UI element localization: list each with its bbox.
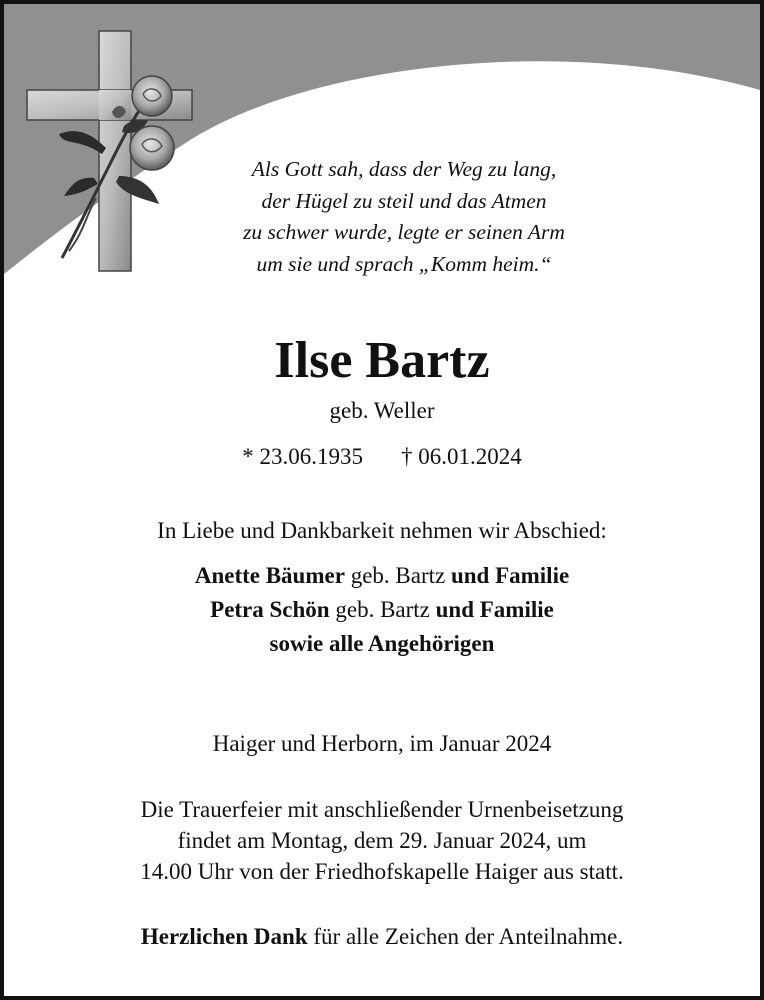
mourner-note: geb. Bartz	[335, 597, 430, 622]
thanks-bold: Herzlichen Dank	[140, 924, 308, 949]
thanks-line	[4, 922, 760, 952]
cross-with-roses-illustration	[24, 26, 204, 286]
farewell-intro: In Liebe und Dankbarkeit nehmen wir Abschied:	[157, 518, 607, 543]
service-line: 14.00 Uhr von der Friedhofskapelle Haiger aus statt.	[140, 859, 624, 884]
verse-line: zu schwer wurde, legte er seinen Arm	[243, 220, 565, 244]
mourner-line	[4, 593, 760, 627]
verse-line: um sie und sprach „Komm heim.“	[256, 251, 552, 276]
mourner-line	[4, 627, 760, 661]
maiden-name: geb. Weller	[329, 398, 435, 423]
service-line: findet am Montag, dem 29. Januar 2024, um	[177, 828, 587, 853]
mourner-name: sowie alle Angehörigen	[269, 631, 495, 656]
mourner-name: Anette Bäumer	[194, 563, 345, 588]
memorial-verse	[194, 154, 614, 280]
mourner-name: Petra Schön	[210, 597, 330, 622]
deceased-name: Ilse Bartz	[274, 332, 490, 389]
mourner-line	[4, 559, 760, 593]
thanks-rest: für alle Zeichen der Anteilnahme.	[307, 924, 624, 949]
place-and-date: Haiger und Herborn, im Januar 2024	[212, 731, 552, 756]
mourner-suffix: und Familie	[435, 597, 554, 622]
verse-line: der Hügel zu steil und das Atmen	[261, 188, 547, 213]
service-line: Die Trauerfeier mit anschließender Urnenbeisetzung	[140, 797, 624, 822]
mourner-suffix: und Familie	[450, 563, 570, 588]
mourners-list	[4, 559, 760, 661]
mourner-note: geb. Bartz	[350, 563, 446, 588]
funeral-service-info	[4, 794, 760, 887]
verse-line: Als Gott sah, dass der Weg zu lang,	[251, 157, 557, 181]
life-dates	[4, 442, 760, 472]
birth-date: * 23.06.1935	[242, 444, 363, 469]
death-date: † 06.01.2024	[401, 444, 522, 469]
